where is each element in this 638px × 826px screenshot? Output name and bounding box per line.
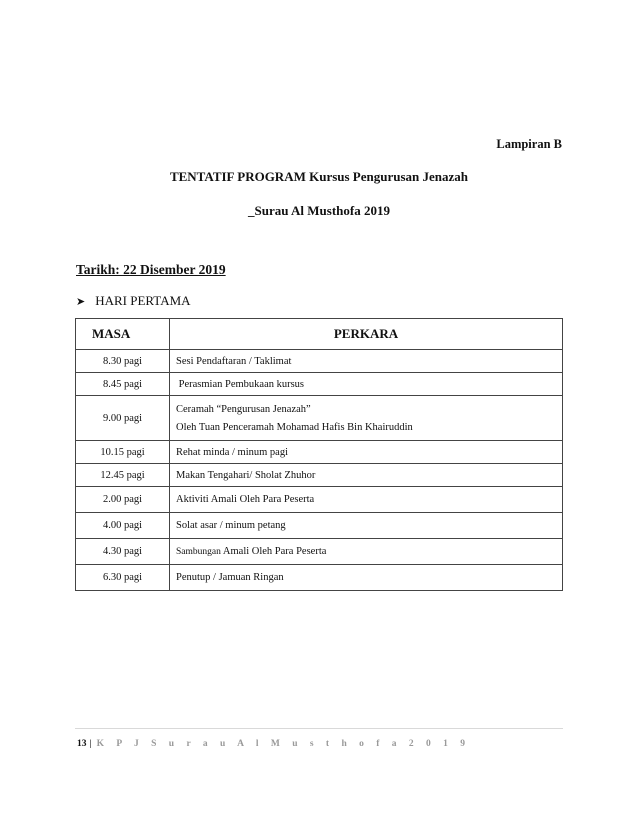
table-row xyxy=(76,373,563,396)
activity-cell: Solat asar / minum petang xyxy=(170,513,563,539)
activity-cell: Aktiviti Amali Oleh Para Peserta xyxy=(170,487,563,513)
footer-brand-text: K P J S u r a u A l M u s t h o f a 2 0 1 9 xyxy=(96,739,471,749)
arrow-bullet-icon: ➤ xyxy=(76,294,86,308)
page-number: 13 xyxy=(77,739,87,749)
table-header-row xyxy=(76,319,563,350)
table-row xyxy=(76,565,563,591)
table-row xyxy=(76,350,563,373)
activity-line: Ceramah “Pengurusan Jenazah” xyxy=(176,403,311,415)
time-cell: 2.00 pagi xyxy=(76,487,170,513)
time-cell: 8.45 pagi xyxy=(76,373,170,396)
document-subtitle xyxy=(0,203,638,219)
column-header-activity: PERKARA xyxy=(170,319,563,350)
activity-cell xyxy=(170,396,563,441)
time-cell: 10.15 pagi xyxy=(76,441,170,464)
table-row xyxy=(76,464,563,487)
time-cell: 8.30 pagi xyxy=(76,350,170,373)
subtitle-text: Surau Al Musthofa 2019 xyxy=(254,203,390,218)
activity-small-text: Sambungan xyxy=(176,547,221,557)
subtitle-underscore: _ xyxy=(248,203,255,218)
activity-cell xyxy=(170,539,563,565)
table-row xyxy=(76,396,563,441)
activity-text: Amali Oleh Para Peserta xyxy=(220,546,327,557)
table-row xyxy=(76,441,563,464)
column-header-time: MASA xyxy=(76,319,170,350)
activity-cell: Sesi Pendaftaran / Taklimat xyxy=(170,350,563,373)
time-cell: 4.00 pagi xyxy=(76,513,170,539)
annex-label: Lampiran B xyxy=(496,137,562,151)
document-title: TENTATIF PROGRAM Kursus Pengurusan Jenazah xyxy=(169,169,469,184)
footer-separator: | xyxy=(89,739,92,749)
time-cell: 12.45 pagi xyxy=(76,464,170,487)
schedule-table xyxy=(75,318,563,591)
activity-speaker-line: Oleh Tuan Penceramah Mohamad Hafis Bin Khairuddin xyxy=(176,421,413,433)
table-row xyxy=(76,487,563,513)
footer-divider xyxy=(75,728,563,729)
activity-cell: Penutup / Jamuan Ringan xyxy=(170,565,563,591)
time-cell: 9.00 pagi xyxy=(76,396,170,441)
day-heading-text: HARI PERTAMA xyxy=(95,293,191,308)
table-row xyxy=(76,513,563,539)
time-cell: 6.30 pagi xyxy=(76,565,170,591)
activity-cell: Rehat minda / minum pagi xyxy=(170,441,563,464)
date-label: Tarikh: 22 Disember 2019 xyxy=(76,262,226,277)
activity-cell: Perasmian Pembukaan kursus xyxy=(170,373,563,396)
page-footer xyxy=(77,739,470,749)
table-row xyxy=(76,539,563,565)
time-cell: 4.30 pagi xyxy=(76,539,170,565)
activity-cell: Makan Tengahari/ Sholat Zhuhor xyxy=(170,464,563,487)
day-heading xyxy=(76,293,191,309)
